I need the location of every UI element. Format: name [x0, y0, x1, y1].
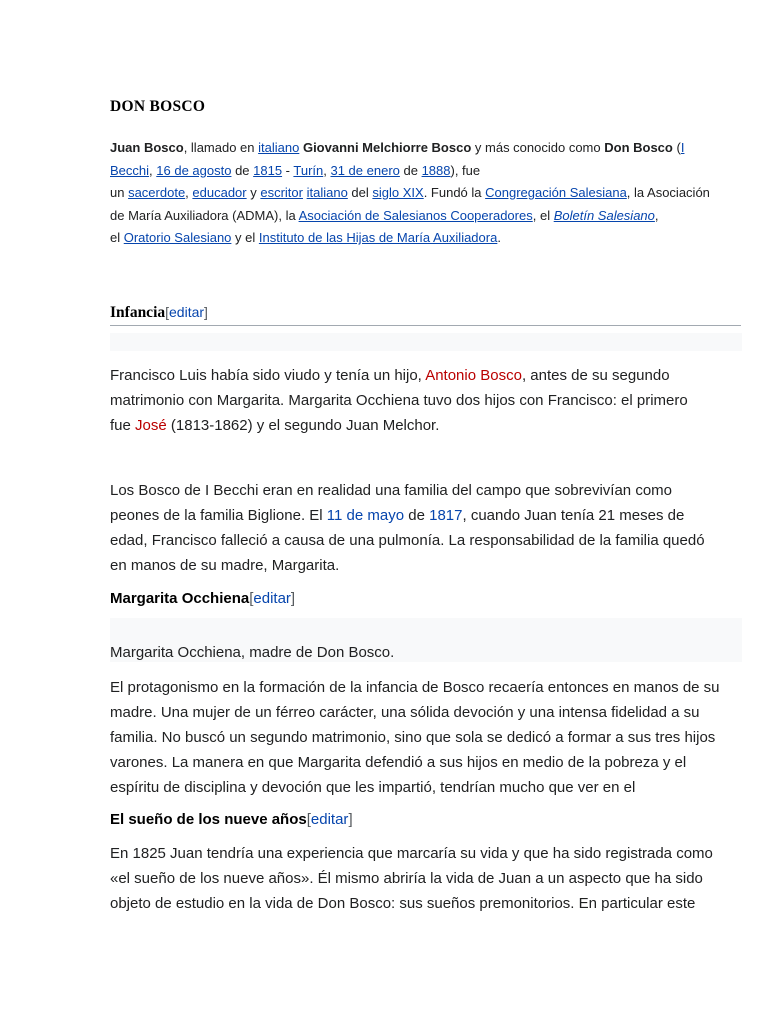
- text: y el: [231, 230, 259, 245]
- text: , el: [532, 207, 554, 223]
- text: , cuando Juan tenía 21 meses de: [462, 507, 685, 524]
- text: Los Bosco de I Becchi eran en realidad una familia del campo que sobrevivían como: [110, 482, 672, 499]
- edit-link-infancia[interactable]: editar: [169, 304, 205, 320]
- text: fue: [110, 417, 136, 434]
- edit-link-margarita[interactable]: editar: [253, 590, 291, 607]
- section-heading-margarita: [110, 589, 742, 609]
- text: «el sueño de los nueve años». Él mismo abriría la vida de Juan a un aspecto que ha sido: [110, 870, 703, 887]
- italian-name-bold: Giovanni Melchiorre Bosco: [302, 140, 472, 155]
- text: ,: [654, 207, 659, 223]
- link-siglo-xix[interactable]: siglo XIX: [372, 185, 424, 200]
- link-asociacion-salesianos[interactable]: Asociación de Salesianos Cooperadores: [298, 207, 533, 223]
- text: El protagonismo en la formación de la infancia de Bosco recaería entonces en manos de su: [110, 679, 720, 696]
- link-boletin-salesiano[interactable]: [554, 208, 655, 223]
- text: , antes de su segundo: [521, 367, 670, 384]
- text: ,: [149, 162, 157, 178]
- text: y: [246, 185, 261, 200]
- link-antonio-bosco[interactable]: Antonio Bosco: [425, 367, 522, 384]
- link-oratorio-salesiano[interactable]: Oratorio Salesiano: [123, 230, 232, 245]
- link-1815[interactable]: 1815: [253, 162, 283, 178]
- link-congregacion-salesiana[interactable]: Congregación Salesiana: [485, 185, 627, 200]
- bracket: ]: [348, 811, 353, 828]
- text: (1813-1862) y el segundo Juan Melchor.: [166, 417, 440, 434]
- text: , la Asociación: [626, 185, 710, 200]
- text: de: [399, 162, 422, 178]
- link-turin[interactable]: Turín: [293, 162, 324, 178]
- bracket: ]: [204, 304, 208, 320]
- text: ), fue: [450, 162, 481, 178]
- text: familia. No buscó un segundo matrimonio, sino que sola se dedicó a formar a sus tres hijos: [110, 729, 716, 746]
- text: . Fundó la: [423, 185, 486, 200]
- link-1817[interactable]: 1817: [429, 507, 463, 524]
- text: objeto de estudio en la vida de Don Bosco: sus sueños premonitorios. En particular este: [110, 895, 696, 912]
- text: ,: [185, 185, 193, 200]
- paragraph-3: [110, 675, 742, 800]
- bracket: [: [249, 590, 254, 607]
- link-jose[interactable]: José: [135, 417, 167, 434]
- text: .: [497, 230, 501, 245]
- paragraph-2: [110, 478, 742, 578]
- grey-box: [110, 333, 742, 351]
- link-text: Boletín Salesiano: [553, 207, 655, 223]
- text: ,: [323, 162, 331, 178]
- text: espíritu de disciplina y devoción que les impartió, tendrían mucho que ver en el: [110, 779, 636, 796]
- section-title: El sueño de los nueve años: [110, 811, 307, 828]
- link-instituto-hijas[interactable]: Instituto de las Hijas de María Auxiliadora: [258, 230, 498, 245]
- paragraph-1: [110, 363, 742, 438]
- text: del: [347, 185, 373, 200]
- link-text: I: [680, 140, 685, 155]
- text: varones. La manera en que Margarita defendió a sus hijos en medio de la pobreza y el: [110, 754, 687, 771]
- paragraph-4: [110, 841, 742, 916]
- section-title: Margarita Occhiena: [110, 590, 250, 607]
- text: , llamado en: [183, 140, 259, 155]
- link-italiano[interactable]: italiano: [258, 140, 300, 155]
- text: peones de la familia Biglione. El: [110, 507, 327, 524]
- text: matrimonio con Margarita. Margarita Occhiena tuvo dos hijos con Francisco: el primero: [110, 392, 688, 409]
- page-title: DON BOSCO: [110, 98, 206, 115]
- bracket: [: [306, 811, 311, 828]
- name-bold: Juan Bosco: [110, 140, 184, 155]
- link-11-mayo[interactable]: 11 de mayo: [326, 507, 405, 524]
- text: -: [282, 162, 294, 178]
- link-31-enero[interactable]: 31 de enero: [330, 162, 400, 178]
- edit-link-sueno[interactable]: editar: [310, 811, 349, 828]
- section-title: Infancia: [110, 304, 166, 321]
- link-educador[interactable]: educador: [192, 185, 247, 200]
- text: madre. Una mujer de un férreo carácter, una sólida devoción y una intensa fidelidad a su: [110, 704, 700, 721]
- text: edad, Francisco falleció a causa de una pulmonía. La responsabilidad de la familia quedó: [110, 532, 705, 549]
- link-sacerdote[interactable]: sacerdote: [128, 185, 186, 200]
- bracket: ]: [290, 590, 296, 607]
- text: el: [110, 230, 124, 245]
- text: y más conocido como: [471, 140, 605, 155]
- text: de: [231, 162, 254, 178]
- link-italiano-2[interactable]: italiano: [306, 185, 348, 200]
- section-heading-sueno: [110, 810, 742, 830]
- text: Francisco Luis había sido viudo y tenía un hijo,: [110, 367, 426, 384]
- text: (: [672, 140, 681, 155]
- link-text: Becchi: [110, 162, 150, 178]
- text: de María Auxiliadora (ADMA), la: [110, 207, 299, 223]
- text: En 1825 Juan tendría una experiencia que marcaría su vida y que ha sido registrada como: [110, 845, 713, 862]
- text: en manos de su madre, Margarita.: [110, 557, 340, 574]
- section-heading-infancia: [110, 302, 741, 326]
- link-escritor[interactable]: escritor: [260, 185, 303, 200]
- link-16-agosto[interactable]: 16 de agosto: [156, 162, 232, 178]
- text: de: [404, 507, 430, 524]
- intro-paragraph: [110, 137, 742, 250]
- bracket: [: [165, 304, 170, 320]
- image-caption: Margarita Occhiena, madre de Don Bosco.: [110, 644, 395, 661]
- link-1888[interactable]: 1888: [421, 162, 451, 178]
- don-bosco-bold: Don Bosco: [604, 140, 673, 155]
- text: un: [110, 185, 129, 200]
